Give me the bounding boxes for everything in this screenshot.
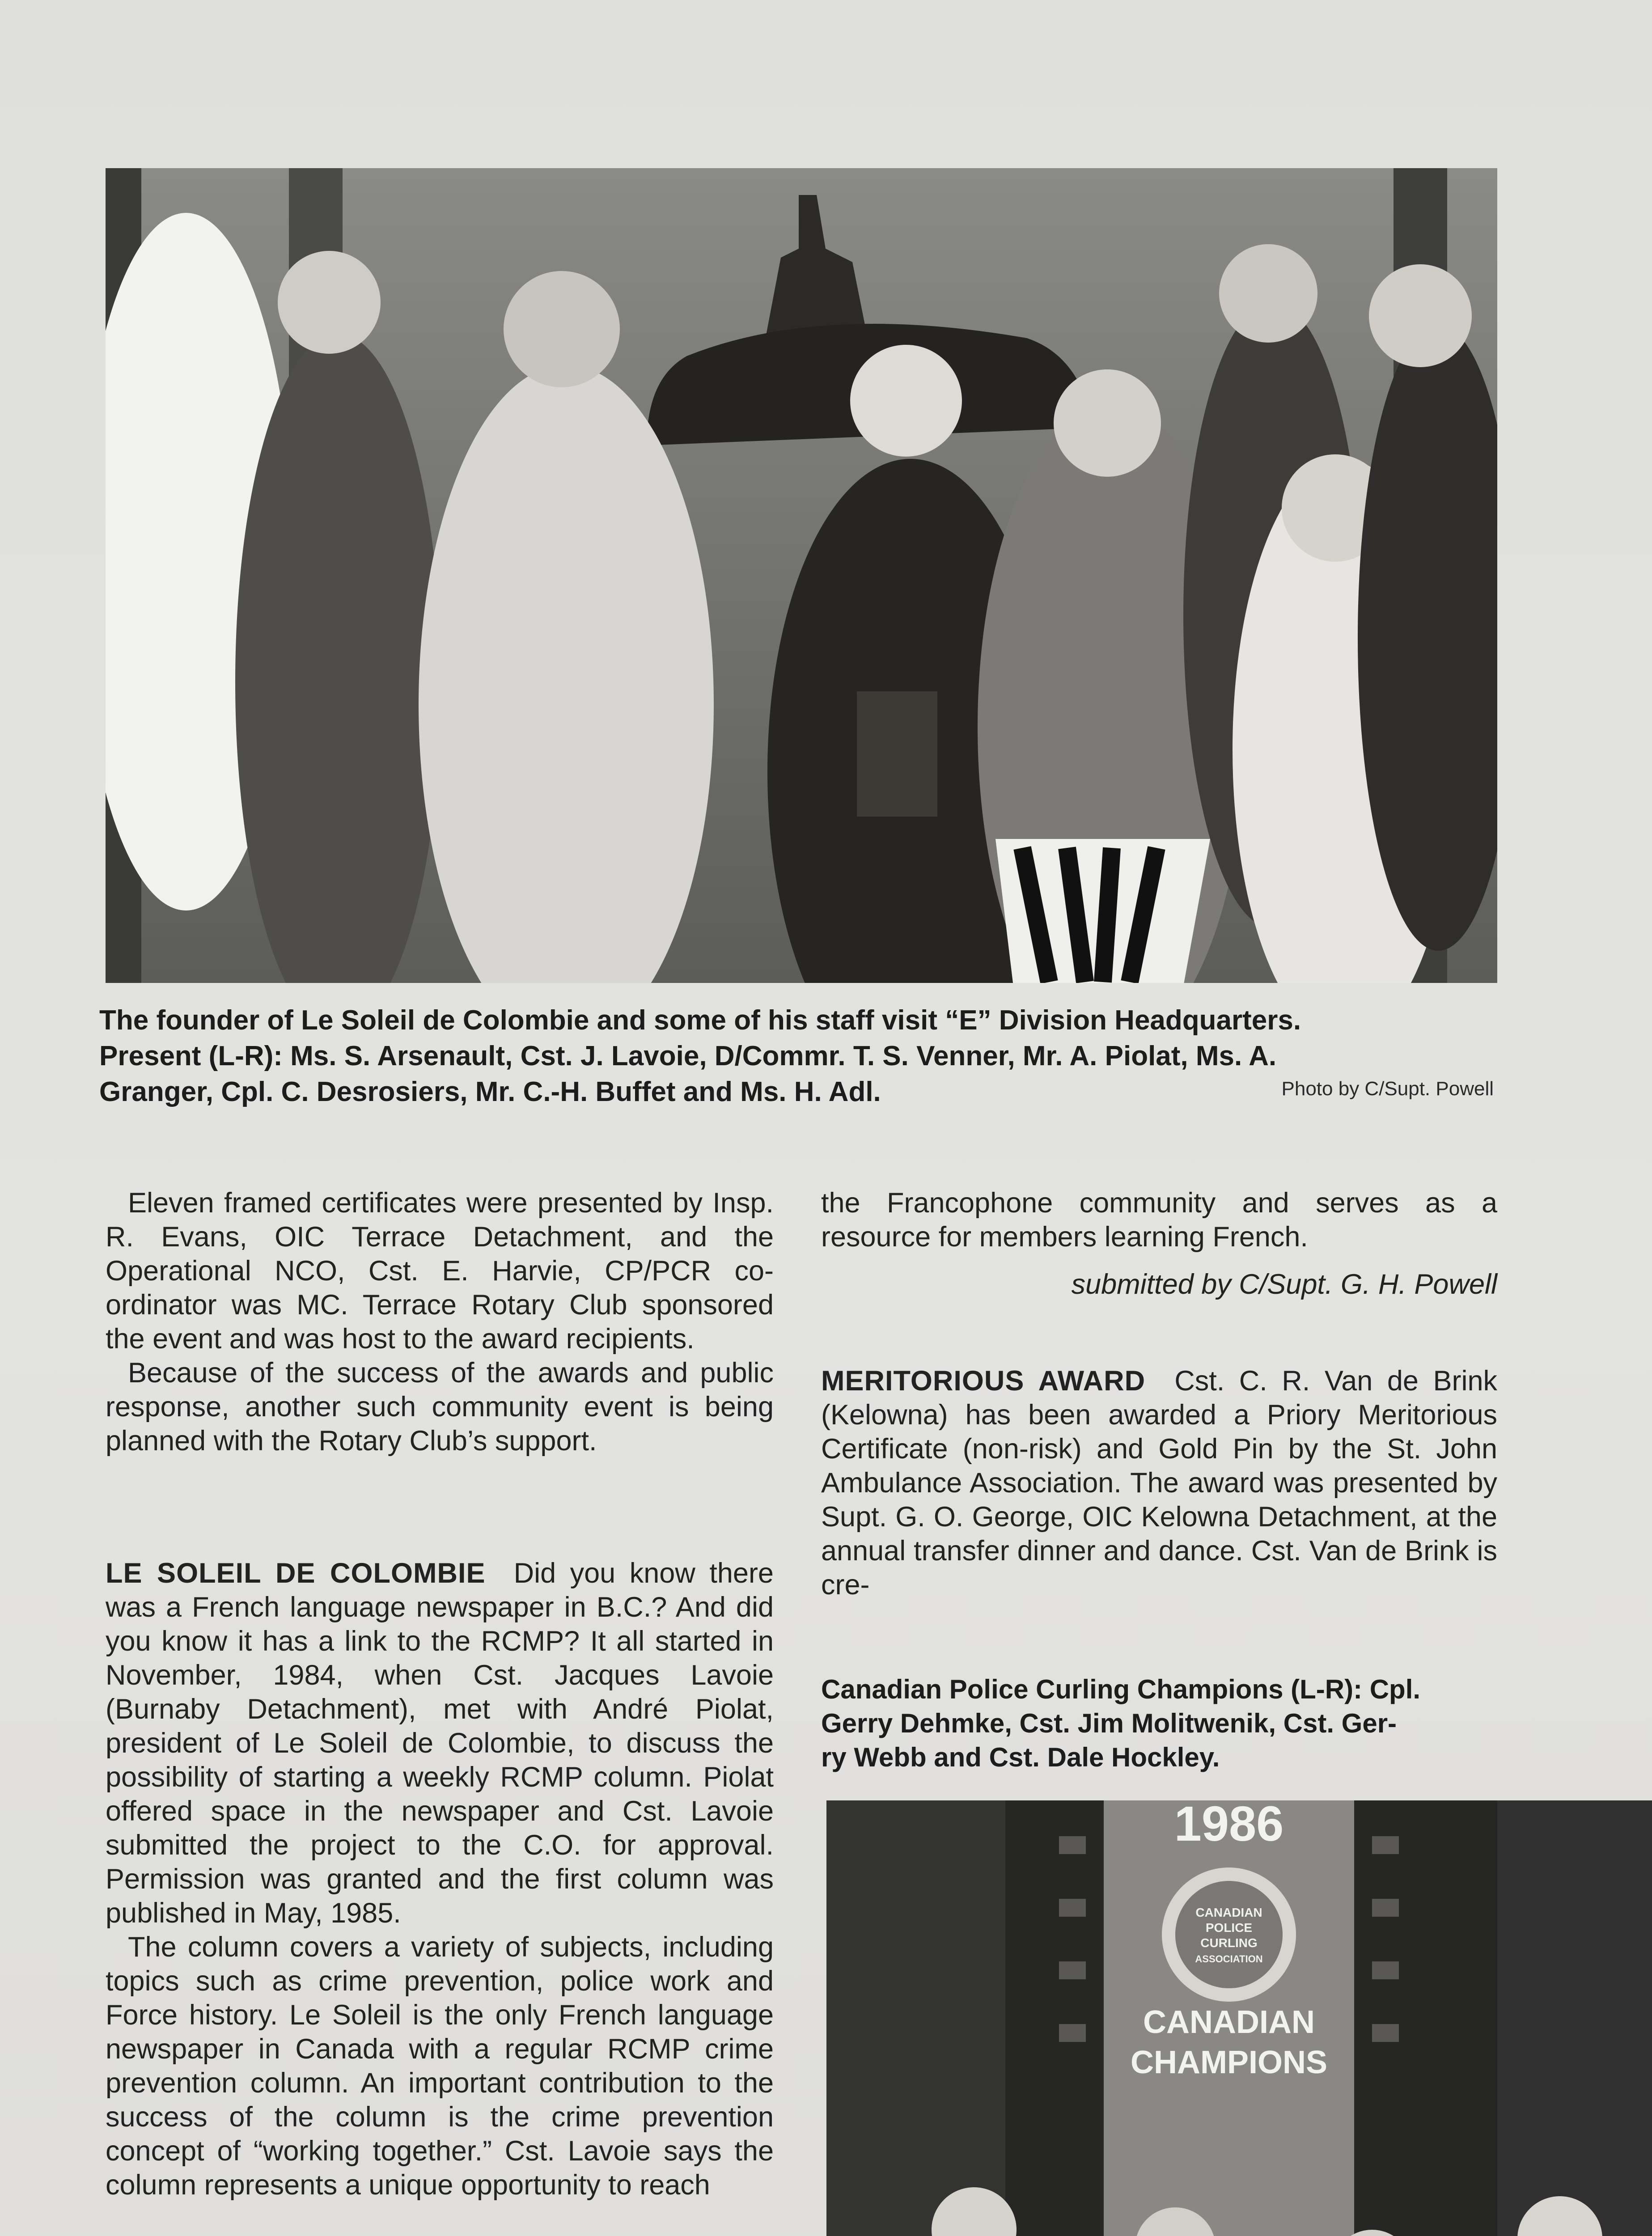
curling-caption-line-2: Gerry Dehmke, Cst. Jim Molitwenik, Cst. Ger-	[821, 1708, 1397, 1738]
award-heading: MERITORIOUS AWARD	[821, 1365, 1146, 1397]
soleil-heading: LE SOLEIL DE COLOMBIE	[106, 1558, 486, 1589]
caption-line-2: Present (L-R): Ms. S. Arsenault, Cst. J. Lavoie, D/Commr. T. S. Venner, Mr. A. Piolat, Ms. A.	[99, 1041, 1277, 1071]
terrace-paragraph-1: Eleven framed certificates were presented by Insp. R. Evans, OIC Terrace Detachment, and the Operational NCO, Cst. E. Harvie, CP/PCR co-ordinator was MC. Terrace Rotary Club sponsored the event and was host to the award recipients.	[106, 1187, 774, 1355]
curling-photo-caption	[821, 1673, 1501, 1774]
award-text: Cst. C. R. Van de Brink (Kelowna) has been awarded a Priory Meritorious Certificate (non-risk) and Gold Pin by the St. John Ambulance Association. The award was presented by Supt. G. O. George, OIC Kelowna Detachment, at the annual transfer dinner and dance. Cst. Van de Brink is cre-	[821, 1365, 1497, 1601]
left-column	[106, 1186, 774, 2202]
curling-caption-line-1: Canadian Police Curling Champions (L-R): Cpl.	[821, 1674, 1421, 1704]
soleil-text-1: Did you know there was a French language newspaper in B.C.? And did you know it has a link to the RCMP? It all started in November, 1984, when Cst. Jacques Lavoie (Burnaby Detachment), met with André Piolat, president of Le Soleil de Colombie, to discuss the possibility of starting a weekly RCMP column. Piolat offered space in the newspaper and Cst. Lavoie submitted the project to the C.O. for approval. Permission was granted and the first column was published in May, 1985.	[106, 1558, 774, 1929]
soleil-paragraph-2: The column covers a variety of subjects, including topics such as crime prevention, police work and Force history. Le Soleil is the only French language newspaper in Canada with a regular RCMP crime prevention column. An important contribution to the success of the column is the crime prevention concept of “working together.” Cst. Lavoie says the column represents a unique opportunity to reach	[106, 1931, 774, 2201]
banner-year: 1986	[1174, 1800, 1284, 1851]
right-column	[821, 1186, 1497, 1602]
banner-title-1: CANADIAN	[1143, 2004, 1315, 2040]
curling-photo	[826, 1800, 1652, 2236]
soleil-paragraph-1	[106, 1556, 774, 1930]
svg-text:CANADIAN: CANADIAN	[1195, 1906, 1262, 1919]
francophone-paragraph: the Francophone community and serves as a resource for members learning French.	[821, 1187, 1497, 1253]
group-photo	[106, 168, 1497, 983]
caption-line-3: Granger, Cpl. C. Desrosiers, Mr. C.-H. Buffet and Ms. H. Adl.	[99, 1076, 881, 1107]
terrace-paragraph-2: Because of the success of the awards and public response, another such community event is being planned with the Rotary Club’s support.	[106, 1357, 774, 1457]
caption-line-1: The founder of Le Soleil de Colombie and some of his staff visit “E” Division Headquarters.	[99, 1005, 1301, 1036]
svg-text:POLICE: POLICE	[1205, 1921, 1253, 1935]
signature: submitted by C/Supt. G. H. Powell	[1071, 1269, 1497, 1300]
photo-credit: Photo by C/Supt. Powell	[1281, 1078, 1494, 1100]
curling-caption-line-3: ry Webb and Cst. Dale Hockley.	[821, 1742, 1220, 1772]
svg-text:ASSOCIATION: ASSOCIATION	[1195, 1953, 1263, 1965]
banner-title-2: CHAMPIONS	[1130, 2045, 1328, 2080]
award-paragraph	[821, 1364, 1497, 1602]
svg-text:CURLING: CURLING	[1200, 1936, 1258, 1950]
